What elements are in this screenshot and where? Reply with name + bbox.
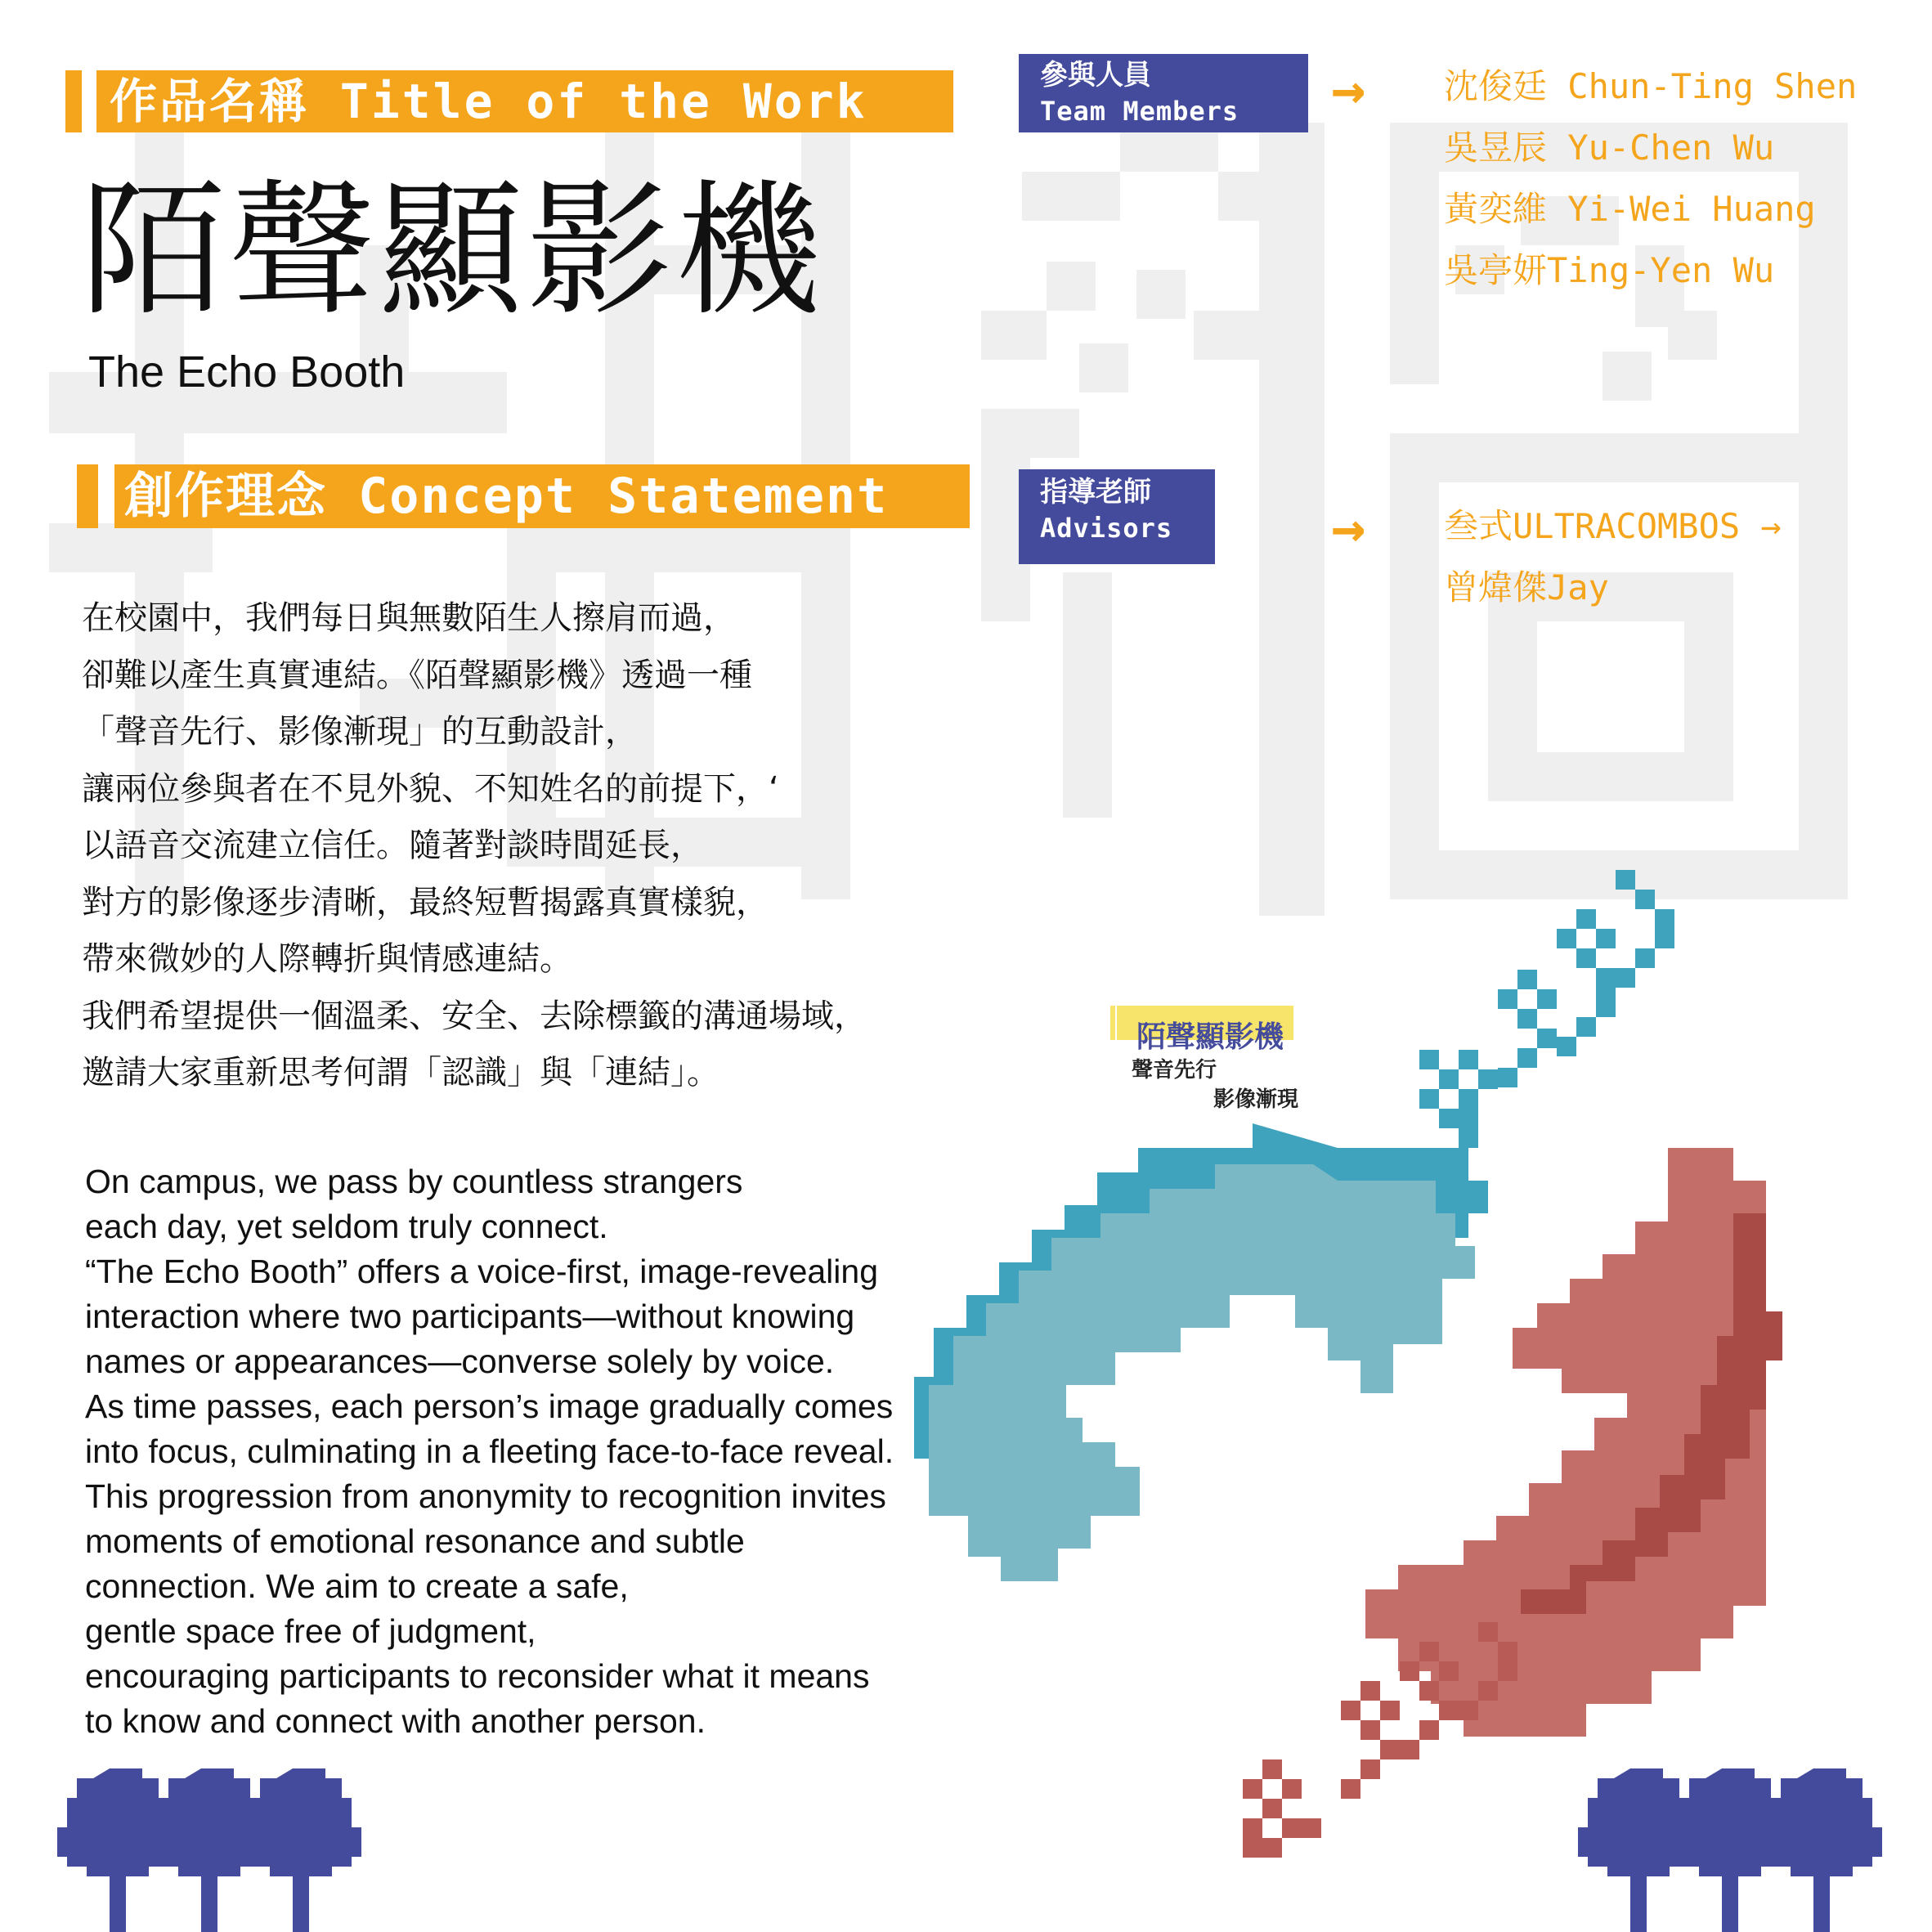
advisor-name: 叁式ULTRACOMBOS → [1444,506,1782,546]
en-line: On campus, we pass by countless strangers [85,1163,743,1200]
zh-line: 卻難以產生真實連結。《陌聲顯影機》透過一種 [82,656,752,694]
logo-subtitle-2: 影像漸現 [1213,1087,1299,1112]
team-member: 沈俊廷 Chun-Ting Shen [1444,66,1858,106]
team-member: 吳昱辰 Yu-Chen Wu [1444,128,1775,168]
title-of-work-label: 作品名稱 Title of the Work [96,70,953,132]
en-line: As time passes, each person’s image gradually comes [85,1387,894,1425]
en-line: encouraging participants to reconsider what it means [85,1657,870,1695]
advisors-label-zh: 指導老師 [1040,476,1151,509]
concept-statement-label: 創作理念 Concept Statement [114,464,970,528]
advisors-arrow-icon: → [1331,494,1366,561]
en-line: “The Echo Booth” offers a voice-first, image-revealing [85,1253,879,1290]
zh-line: 對方的影像逐步清晰，最終短暫揭露真實樣貌， [82,883,769,921]
work-title-chinese: 陌聲顯影機 [80,166,824,335]
en-line: moments of emotional resonance and subtle [85,1522,745,1560]
en-line: into focus, culminating in a fleeting face-to-face reveal. [85,1432,894,1470]
team-member: 吳亭妍Ting-Yen Wu [1444,250,1775,290]
logo-title-text: 陌聲顯影機 [1136,1020,1284,1054]
en-line: gentle space free of judgment, [85,1612,536,1650]
tree-icon [1761,1768,1882,1932]
team-label-zh: 參與人員 [1040,59,1151,92]
zh-line: 帶來微妙的人際轉折與情感連結。 [82,940,572,978]
tree-icon [240,1768,361,1932]
en-line: This progression from anonymity to recognition invites [85,1477,886,1515]
zh-line: 邀請大家重新思考何謂「認識」與「連結」。 [82,1054,719,1092]
zh-line: 「聲音先行、影像漸現」的互動設計， [82,713,638,751]
en-line: interaction where two participants—without knowing [85,1298,855,1335]
zh-line: 以語音交流建立信任。隨著對談時間延長， [82,827,703,864]
team-label-en: Team Members [1040,96,1239,127]
zh-line: 讓兩位參與者在不見外貌、不知姓名的前提下，‘ [82,769,779,808]
team-member: 黃奕維 Yi-Wei Huang [1444,189,1816,229]
team-arrow-icon: → [1331,56,1366,123]
en-line: each day, yet seldom truly connect. [85,1208,608,1245]
logo-subtitle-1: 聲音先行 [1132,1058,1217,1083]
work-title-english: The Echo Booth [88,347,406,397]
en-line: names or appearances—converse solely by voice. [85,1343,835,1380]
zh-line: 在校園中，我們每日與無數陌生人擦肩而過， [82,599,736,637]
advisor-name: 曾煒傑Jay [1444,567,1609,607]
advisors-label-en: Advisors [1040,513,1173,544]
en-line: connection. We aim to create a safe, [85,1567,629,1605]
zh-line: 我們希望提供一個溫柔、安全、去除標籤的溝通場域， [82,997,867,1035]
en-line: to know and connect with another person. [85,1702,706,1740]
